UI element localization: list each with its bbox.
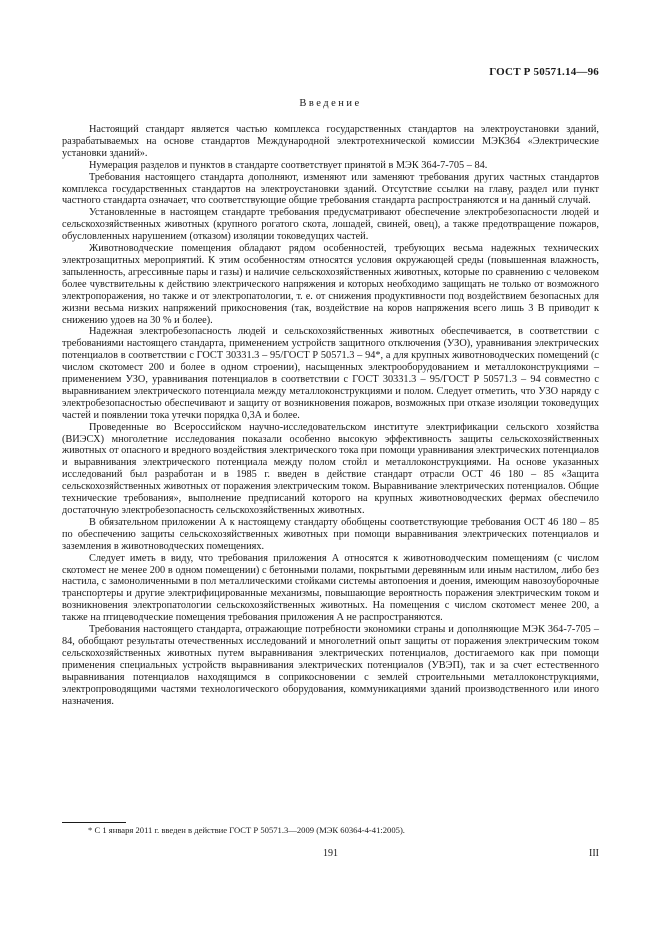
- footnote: * С 1 января 2011 г. введен в действие ГОСТ Р 50571.3—2009 (МЭК 60364-4-41:2005).: [88, 825, 405, 835]
- paragraph: Животноводческие помещения обладают рядом особенностей, требующих весьма надежных технических электрозащитных мероприятий. К этим особенностям относятся условия окружающей среды (повышенная влажность, запыленность, агрессивные пары и газы) и наличие сельскохозяйственных животных, которые по сравнению с человеком более чувствительны к действию электрического напряжения и которых необходимо защищать не только от возможного электропоражения, но также и от электропатологии, т. е. от снижения продуктивности под воздействием безопасных для жизни весьма низких напряжений прикосновения (так, воздействие на коров напряжения всего лишь 3 В приводит к снижению удоев на 30 % и более).: [62, 243, 599, 326]
- paragraph: Установленные в настоящем стандарте требования предусматривают обеспечение электробезопасности людей и сельскохозяйственных животных (крупного рогатого скота, лошадей, свиней, овец), а также предотвращение пожаров, обусловленных нарушением (отказом) изоляции токоведущих частей.: [62, 207, 599, 243]
- paragraph: Следует иметь в виду, что требования приложения А относятся к животноводческим помещениям (с числом скотомест не менее 200 в одном помещении) с бетонными полами, покрытыми деревянным или иным настилом, либо без настила, с замоноличенными в пол металлическими стойками системы автопоения и доения, имеющим навозоуборочные транспортеры и другие электрифицированные механизмы, повышающие вероятность поражения электрическим током и возникновения электропатологии сельскохозяйственных животных. На помещения с числом скотомест менее 200, а также на птицеводческие помещения требования приложения А не распространяются.: [62, 552, 599, 624]
- paragraph: Требования настоящего стандарта, отражающие потребности экономики страны и дополняющие МЭК 364-7-705 – 84, обобщают результаты отечественных исследований и многолетний опыт защиты от поражения электрическим током сельскохозяйственных животных путем выравнивания электрических потенциалов, достигаемого как при помощи применения специальных устройств выравнивания электрических потенциалов (УВЭП), так и за счет естественного выравнивания потенциалов находящимся в соприкосновении с землей строительными металлоконструкциями, электропроводящими частями технологического оборудования, коммуникациями зданий производственного или иного назначения.: [62, 624, 599, 707]
- paragraph: Требования настоящего стандарта дополняют, изменяют или заменяют требования других частных стандартов комплекса государственных стандартов на электроустановки зданий. Отсутствие ссылки на главу, раздел или пункт частного стандарта означает, что соответствующие общие требования стандарта распространяются и на данный случай.: [62, 171, 599, 207]
- paragraph: Настоящий стандарт является частью комплекса государственных стандартов на электроустановки зданий, разрабатываемых на основе стандартов Международной электротехнической комиссии МЭК364 «Электрические установки зданий».: [62, 124, 599, 159]
- paragraph: В обязательном приложении А к настоящему стандарту обобщены соответствующие требования ОСТ 46 180 – 85 по обеспечению защиты сельскохозяйственных животных при помощи выравнивания электрических потенциалов и заземления в животноводческих помещениях.: [62, 516, 599, 552]
- paragraph: Нумерация разделов и пунктов в стандарте соответствует принятой в МЭК 364-7-705 – 84.: [89, 159, 488, 171]
- paragraph: Проведенные во Всероссийском научно-исследовательском институте электрификации сельского хозяйства (ВИЭСХ) многолетние исследования показали особенно высокую эффективность защиты сельскохозяйственных животных от опасного и вредного воздействия электрического тока при помощи уравнивания электрических потенциалов и выравнивания электрического потенциала между полом стойл и металлоконструкциями. На основе указанных исследований был разработан и в 1985 г. введен в действие стандарт отрасли ОСТ 46 180 – 85 «Защита сельскохозяйственных животных от поражения электрическим током. Выравнивание электрических потенциалов. Общие технические требования», выполнение предписаний которого на крупных животноводческих фермах обеспечило достаточную электробезопасность сельскохозяйственных животных.: [62, 421, 599, 516]
- standard-header: ГОСТ Р 50571.14—96: [489, 66, 599, 78]
- roman-page-number: III: [589, 848, 599, 859]
- body-text: [62, 124, 599, 707]
- section-title: Введение: [299, 98, 362, 109]
- footnote-divider: [62, 822, 126, 823]
- page-number: 191: [323, 848, 338, 859]
- paragraph: Надежная электробезопасность людей и сельскохозяйственных животных обеспечивается, в соответствии с требованиями настоящего стандарта, применением устройств защитного отключения (УЗО), уравнивания электрических потенциалов в соответствии с ГОСТ 30331.3 – 95/ГОСТ Р 50571.3 – 94*, а для крупных животноводческих помещений (с числом скотомест 200 и более в одном строении), насыщенных электрооборудованием и металлоконструкциями – применением УЗО, уравнивания потенциалов в соответствии с ГОСТ 30331.3 – 95/ГОСТ Р 50571.3 – 94 совместно с выравниванием электрического потенциала между металлоконструкциями и полом. Следует отметить, что УЗО наряду с электробезопасностью обеспечивают и защиту от возникновения пожаров, возможных при отказе изоляции токоведущих частей и появлении тока утечки порядка 0,3А и более.: [62, 326, 599, 421]
